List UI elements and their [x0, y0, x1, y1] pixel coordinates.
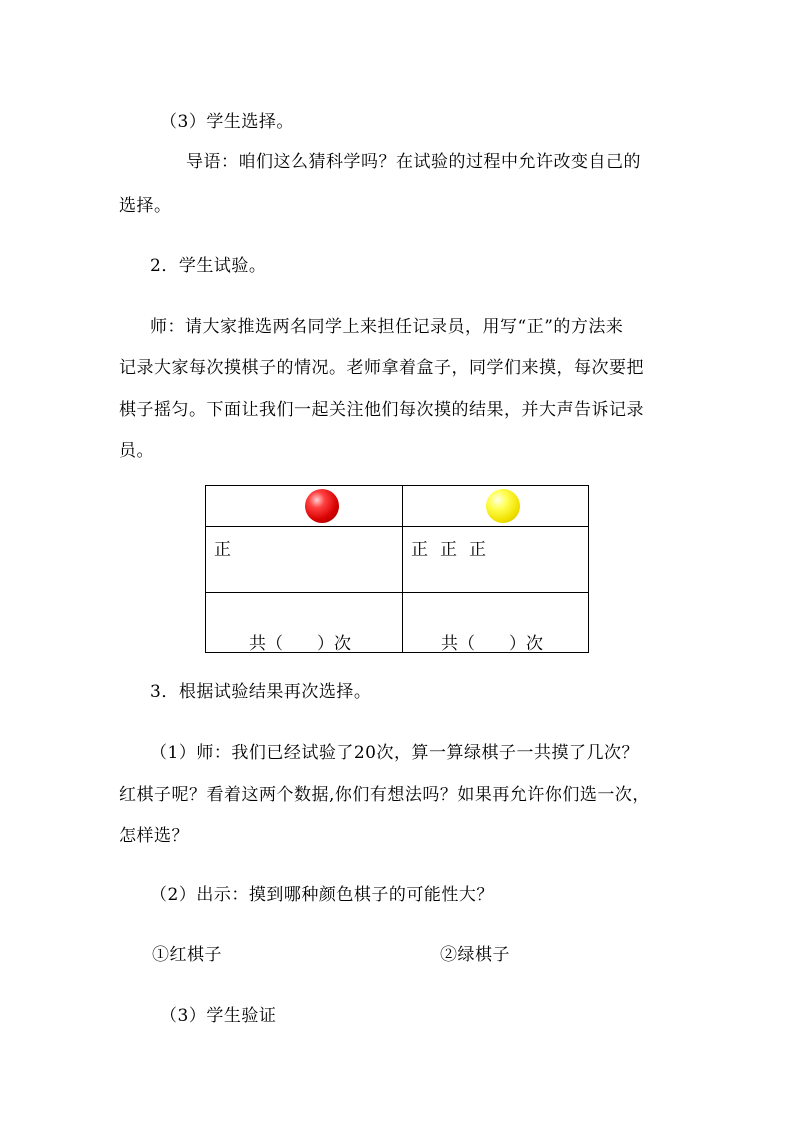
tally-mark: 正	[411, 540, 428, 560]
paragraph-teacher-line3: 棋子摇匀。下面让我们一起关注他们每次摸的结果，并大声告诉记录	[119, 400, 644, 420]
paragraph-question-line2: 红棋子呢？看着这两个数据,你们有想法吗？如果再允许你们选一次，	[119, 785, 650, 805]
red-tally-cell	[206, 527, 403, 593]
table-row	[206, 527, 589, 593]
tally-table	[205, 485, 589, 653]
yellow-ball-icon	[486, 489, 520, 523]
table-row	[206, 593, 589, 653]
option-red: ①红棋子	[152, 945, 222, 965]
paragraph-teacher-line1: 师：请大家推选两名同学上来担任记录员，用写“正”的方法来	[150, 317, 624, 337]
red-total-cell	[206, 593, 403, 653]
paragraph-question-line1: （1）师：我们已经试验了20次，算一算绿棋子一共摸了几次？	[150, 743, 639, 763]
tally-mark: 正	[440, 540, 457, 560]
paragraph-teacher-line2: 记录大家每次摸棋子的情况。老师拿着盒子，同学们来摸，每次要把	[119, 358, 644, 378]
paragraph-show-question: （2）出示：摸到哪种颜色棋子的可能性大？	[150, 885, 494, 905]
yellow-total-label: 共（ ）次	[441, 634, 543, 654]
section-heading-reselect: 3．根据试验结果再次选择。	[150, 682, 372, 702]
paragraph-intro-line1: 导语：咱们这么猜科学吗？在试验的过程中允许改变自己的	[186, 152, 641, 172]
tally-mark: 正	[469, 540, 486, 560]
option-green: ②绿棋子	[440, 945, 510, 965]
paragraph-question-line3: 怎样选？	[119, 826, 189, 846]
tally-mark: 正	[214, 540, 231, 560]
paragraph-intro-line2: 选择。	[119, 196, 172, 216]
section-heading-experiment: 2．学生试验。	[150, 256, 267, 276]
paragraph-verify: （3）学生验证	[160, 1006, 277, 1026]
red-ball-cell	[206, 486, 403, 527]
yellow-ball-cell	[403, 486, 589, 527]
paragraph-teacher-line4: 员。	[119, 441, 154, 461]
paragraph-student-choice: （3）学生选择。	[160, 112, 294, 132]
yellow-total-cell	[403, 593, 589, 653]
red-ball-icon	[305, 489, 339, 523]
table-row	[206, 486, 589, 527]
yellow-tally-cell	[403, 527, 589, 593]
red-total-label: 共（ ）次	[249, 634, 351, 654]
